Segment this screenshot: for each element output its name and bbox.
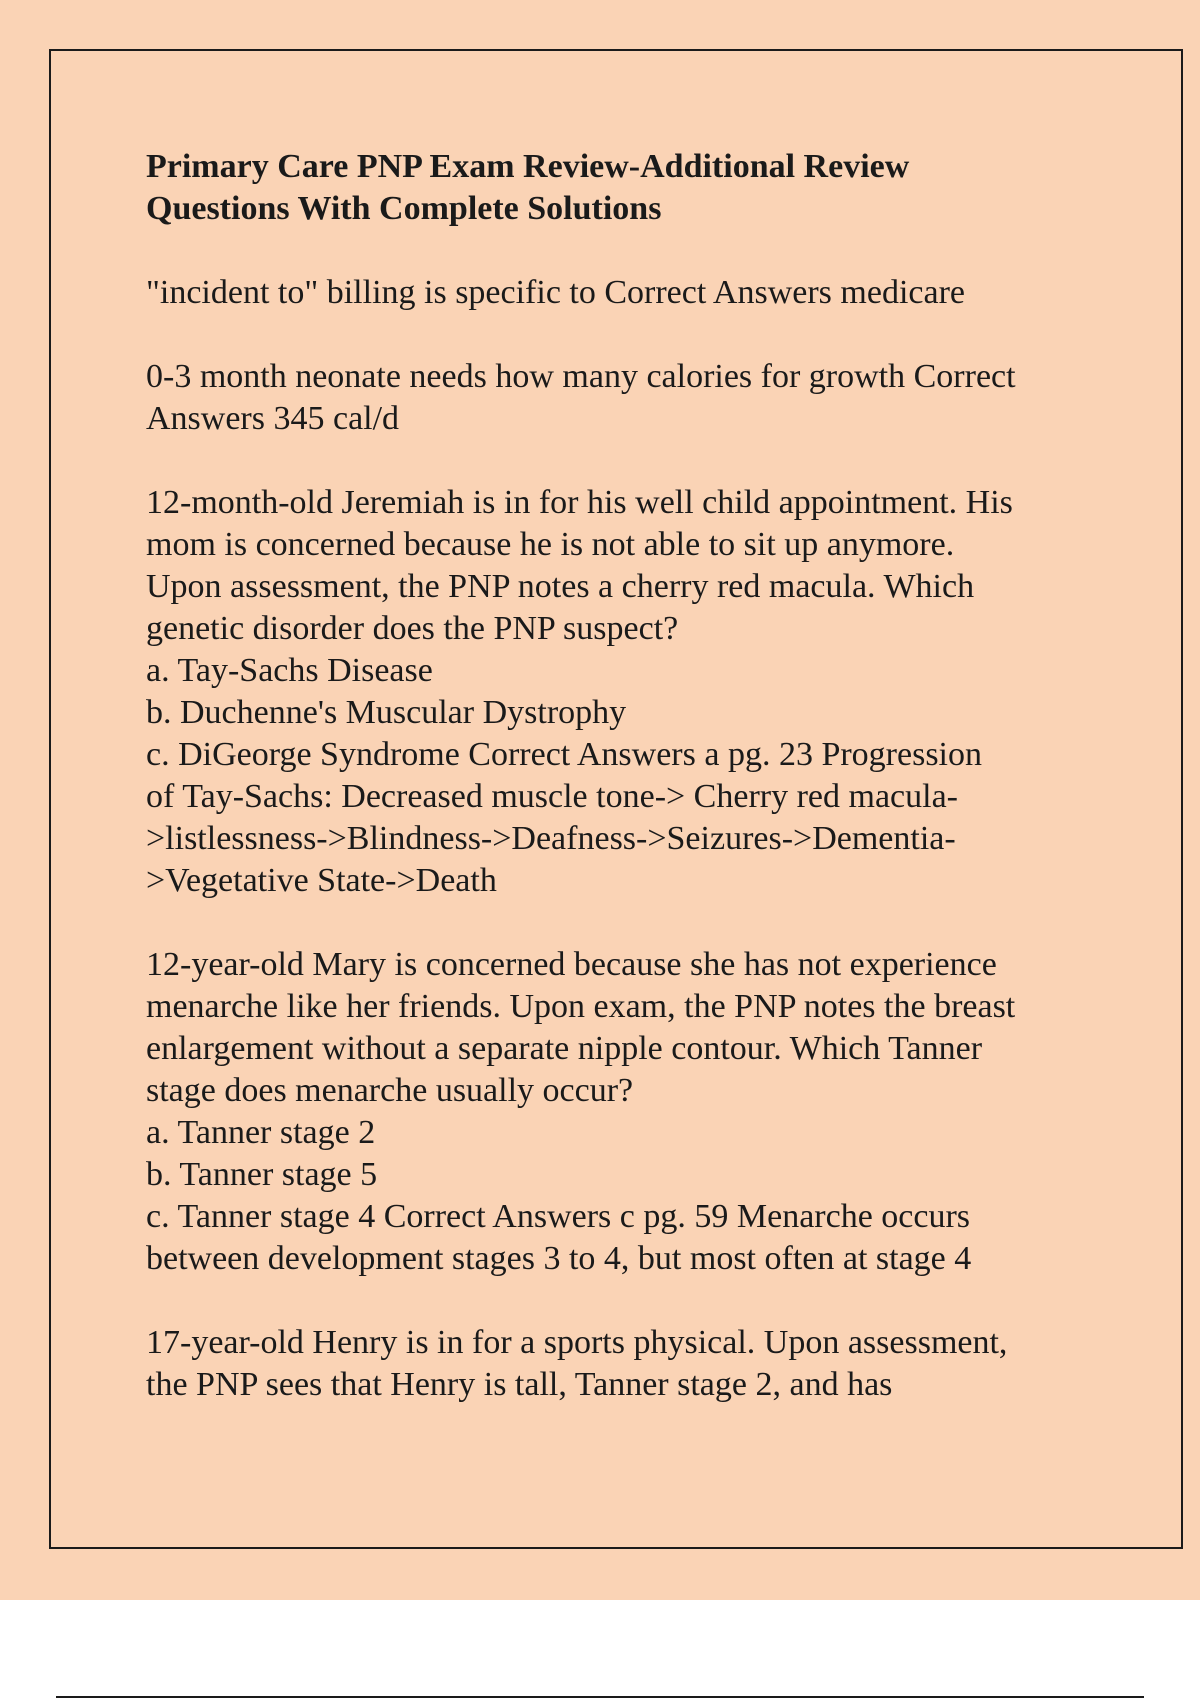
text-line: stage does menarche usually occur? <box>146 1072 634 1109</box>
text-line: >Vegetative State->Death <box>146 862 497 899</box>
document-title <box>146 146 1096 230</box>
text-line: 12-month-old Jeremiah is in for his well child appointment. His <box>146 484 1013 521</box>
text-line: menarche like her friends. Upon exam, the PNP notes the breast <box>146 988 1016 1025</box>
answer-option: a. Tay-Sachs Disease <box>146 652 433 689</box>
text-line: 0-3 month neonate needs how many calories for growth Correct <box>146 358 1016 395</box>
text-line: of Tay-Sachs: Decreased muscle tone-> Cherry red macula- <box>146 778 958 815</box>
text-line: enlargement without a separate nipple contour. Which Tanner <box>146 1030 983 1067</box>
qa-block-neonate-calories <box>146 356 1096 440</box>
footer-divider <box>56 1696 1144 1698</box>
qa-block-tay-sachs <box>146 482 1096 902</box>
title-line: Primary Care PNP Exam Review-Additional Review <box>146 148 910 185</box>
title-line: Questions With Complete Solutions <box>146 190 662 227</box>
text-line: >listlessness->Blindness->Deafness->Seizures->Dementia- <box>146 820 956 857</box>
answer-option: c. DiGeorge Syndrome Correct Answers a pg. 23 Progression <box>146 736 983 773</box>
text-line: Upon assessment, the PNP notes a cherry red macula. Which <box>146 568 975 605</box>
answer-option: c. Tanner stage 4 Correct Answers c pg. 59 Menarche occurs <box>146 1198 971 1235</box>
text-line: 12-year-old Mary is concerned because she has not experience <box>146 946 997 983</box>
answer-option: b. Duchenne's Muscular Dystrophy <box>146 694 627 731</box>
text-line: 17-year-old Henry is in for a sports physical. Upon assessment, <box>146 1324 1008 1361</box>
document-body <box>146 146 1096 1406</box>
text-line: between development stages 3 to 4, but most often at stage 4 <box>146 1240 972 1277</box>
qa-block-tanner-menarche <box>146 944 1096 1280</box>
answer-option: b. Tanner stage 5 <box>146 1156 378 1193</box>
text-line: genetic disorder does the PNP suspect? <box>146 610 679 647</box>
text-line: "incident to" billing is specific to Correct Answers medicare <box>146 274 965 311</box>
qa-block-incident-to <box>146 272 1096 314</box>
text-line: the PNP sees that Henry is tall, Tanner stage 2, and has <box>146 1366 893 1403</box>
text-line: Answers 345 cal/d <box>146 400 400 437</box>
answer-option: a. Tanner stage 2 <box>146 1114 376 1151</box>
qa-block-sports-physical <box>146 1322 1096 1406</box>
text-line: mom is concerned because he is not able to sit up anymore. <box>146 526 955 563</box>
